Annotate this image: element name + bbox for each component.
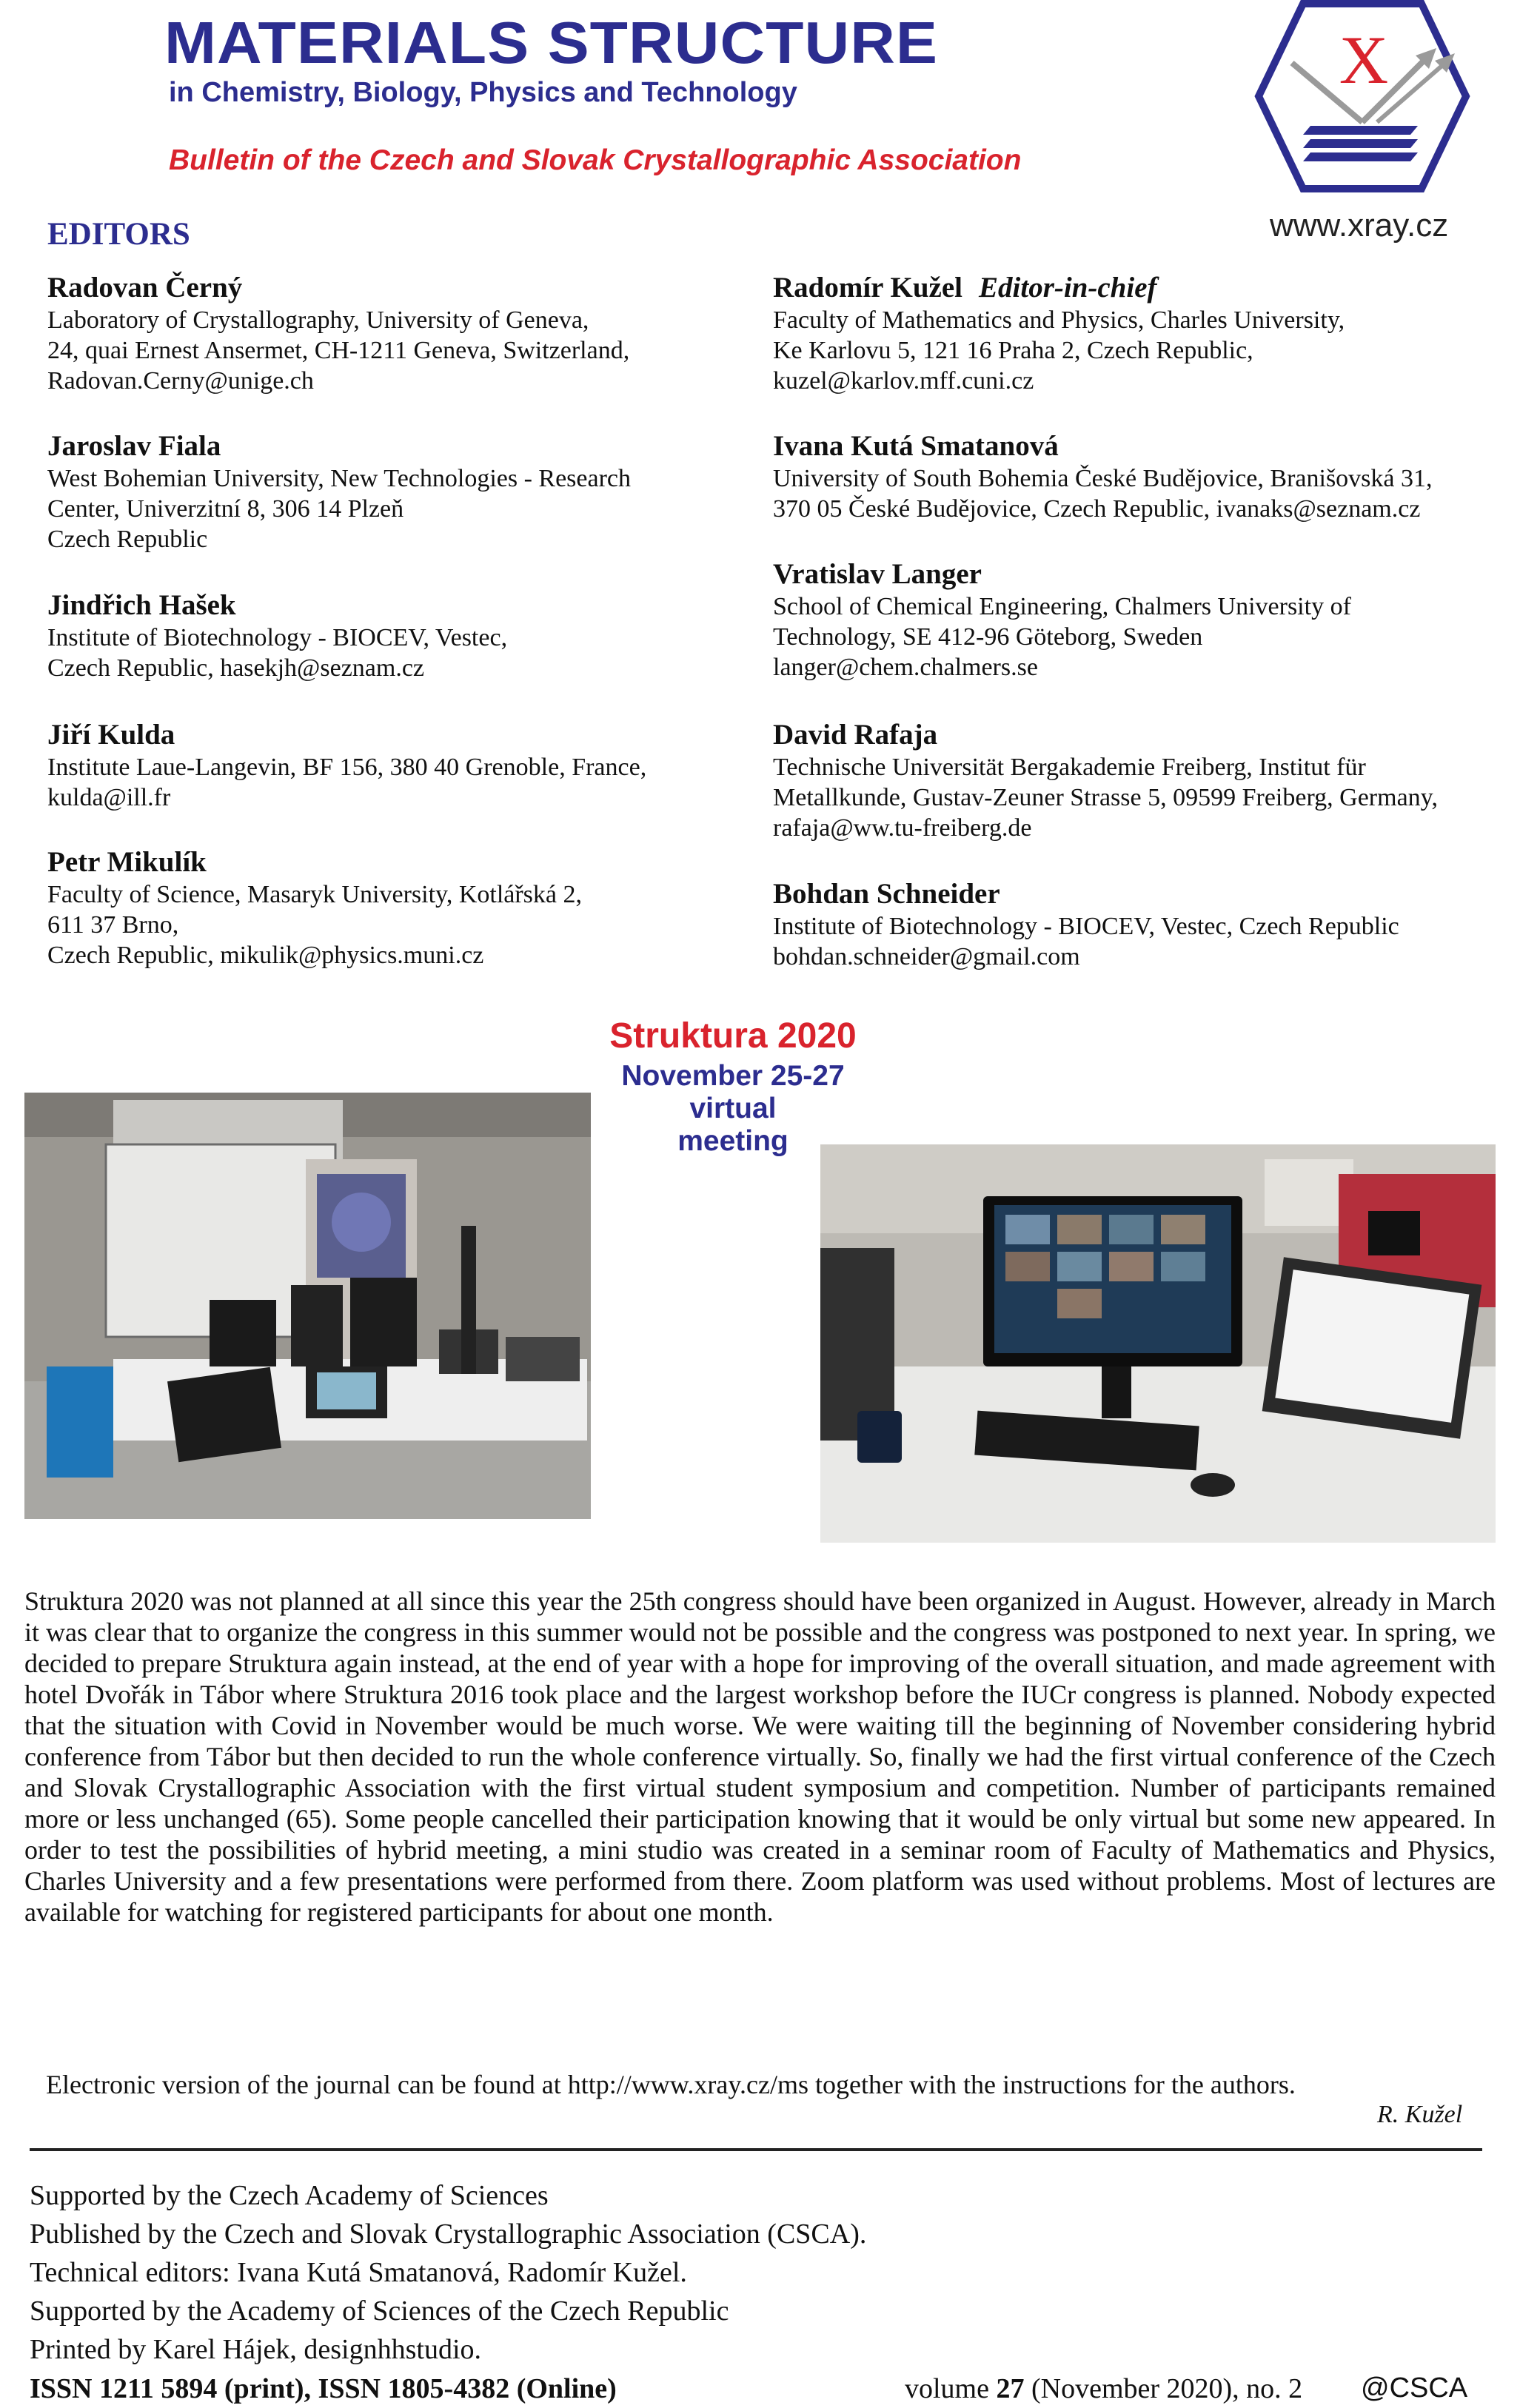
bulletin-line: Bulletin of the Czech and Slovak Crystallographic Association: [169, 144, 1022, 176]
editor-entry: [773, 718, 1438, 843]
journal-title: MATERIALS STRUCTURE: [164, 10, 939, 76]
author-signature: R. Kužel: [1377, 2101, 1463, 2128]
editor-entry: [773, 557, 1351, 683]
footer-line: Supported by the Czech Academy of Sciences: [30, 2180, 549, 2211]
crystal-layers-icon: [1303, 126, 1418, 161]
studio-photo-right: [820, 1144, 1496, 1543]
editor-name: Vratislav Langer: [773, 558, 982, 590]
editor-entry: [47, 429, 631, 554]
editor-address: Institute Laue-Langevin, BF 156, 380 40 Grenoble, France, kulda@ill.fr: [47, 754, 647, 811]
editor-name: Bohdan Schneider: [773, 878, 1000, 910]
event-line-virtual: virtual: [689, 1093, 777, 1124]
editor-name: Radomír Kužel Editor-in-chief: [773, 272, 1157, 303]
footer-divider: [30, 2148, 1482, 2151]
editor-name: Radovan Černý: [47, 272, 243, 303]
editor-entry: [47, 845, 582, 970]
xray-logo: [1251, 0, 1473, 192]
editors-heading: EDITORS: [47, 217, 190, 252]
copyright-mark: @CSCA: [1361, 2372, 1468, 2404]
event-title: Struktura 2020: [609, 1016, 857, 1056]
volume-info: volume 27 (November 2020), no. 2: [905, 2373, 1303, 2404]
editor-address: Technische Universität Bergakademie Freiberg, Institut für Metallkunde, Gustav-Zeuner Strasse 5, 09599 Freiberg, Germany, rafaja@ww.tu-freiberg.de: [773, 754, 1438, 842]
editor-name: Ivana Kutá Smatanová: [773, 430, 1059, 462]
editor-name: Petr Mikulík: [47, 846, 207, 878]
article-body: Struktura 2020 was not planned at all since this year the 25th congress should have been organized in August. However, already in March it was clear that to organize the congress in this summer would not be possible and the congress was postponed to next year. In spring, we decided to prepare Struktura again instead, at the end of year with a hope for improving of the overall situation, and made agreement with hotel Dvořák in Tábor where Struktura 2016 took place and the largest workshop before the IUCr congress is planned. Nobody expected that the situation with Covid in November would be much worse. We were waiting till the beginning of November considering hybrid conference from Tábor but then decided to run the whole conference virtually. So, finally we had the first virtual conference of the Czech and Slovak Crystallographic Association with the first virtual student symposium and competition. Number of participants remained more or less unchanged (65). Some people cancelled their participation knowing that it would be only virtual but some new appeared. In order to test the possibilities of hybrid meeting, a mini studio was created in a seminar room of Faculty of Mathematics and Physics, Charles University and a few presentations were performed from there. Zoom platform was used without problems. Most of lectures are available for watching for registered participants for about one month.: [24, 1586, 1496, 1927]
editor-address: Faculty of Mathematics and Physics, Charles University, Ke Karlovu 5, 121 16 Praha 2, Czech Republic, kuzel@karlov.mff.cuni.cz: [773, 306, 1345, 395]
site-url[interactable]: www.xray.cz: [1270, 207, 1449, 244]
editor-address: West Bohemian University, New Technologies - Research Center, Univerzitní 8, 306 14 Plzeň Czech Republic: [47, 465, 632, 553]
issn-line: ISSN 1211 5894 (print), ISSN 1805-4382 (Online): [30, 2373, 617, 2404]
editor-address: University of South Bohemia České Budějovice, Branišovská 31, 370 05 České Budějovice, Czech Republic, ivanaks@seznam.cz: [773, 465, 1433, 523]
editor-entry: [47, 718, 646, 813]
event-dates: November 25-27: [621, 1060, 845, 1092]
editor-address: Institute of Biotechnology - BIOCEV, Vestec, Czech Republic bohdan.schneider@gmail.com: [773, 913, 1399, 970]
editor-name: Jindřich Hašek: [47, 589, 236, 621]
footer-line: Printed by Karel Hájek, designhhstudio.: [30, 2334, 482, 2365]
event-line-meeting: meeting: [677, 1125, 789, 1157]
editor-address: Faculty of Science, Masaryk University, Kotlářská 2, 611 37 Brno, Czech Republic, mikulik@physics.muni.cz: [47, 881, 583, 969]
electronic-version-note: Electronic version of the journal can be found at http://www.xray.cz/ms together with the instructions for the authors.: [46, 2070, 1296, 2099]
footer-line: Technical editors: Ivana Kutá Smatanová, Radomír Kužel.: [30, 2257, 687, 2288]
editor-role: Editor-in-chief: [979, 272, 1157, 303]
studio-photo-left: [24, 1093, 591, 1519]
editor-entry: [47, 271, 629, 396]
editor-entry: [773, 271, 1345, 396]
journal-subtitle: in Chemistry, Biology, Physics and Technology: [169, 77, 797, 108]
editor-entry: [773, 877, 1399, 972]
footer-line: Published by the Czech and Slovak Crystallographic Association (CSCA).: [30, 2218, 867, 2250]
footer-line: Supported by the Academy of Sciences of the Czech Republic: [30, 2295, 729, 2327]
logo-letter: X: [1339, 22, 1389, 98]
editor-address: Laboratory of Crystallography, University of Geneva, 24, quai Ernest Ansermet, CH-1211 Geneva, Switzerland, Radovan.Cerny@unige.ch: [47, 306, 630, 395]
volume-number: 27: [996, 2373, 1025, 2404]
editor-entry: [773, 429, 1433, 524]
editor-name: David Rafaja: [773, 719, 938, 751]
editor-address: School of Chemical Engineering, Chalmers University of Technology, SE 412-96 Göteborg, Sweden langer@chem.chalmers.se: [773, 593, 1351, 681]
editor-entry: [47, 588, 507, 683]
editor-name: Jiří Kulda: [47, 719, 175, 751]
editor-name: Jaroslav Fiala: [47, 430, 221, 462]
editor-address: Institute of Biotechnology - BIOCEV, Vestec, Czech Republic, hasekjh@seznam.cz: [47, 624, 508, 682]
